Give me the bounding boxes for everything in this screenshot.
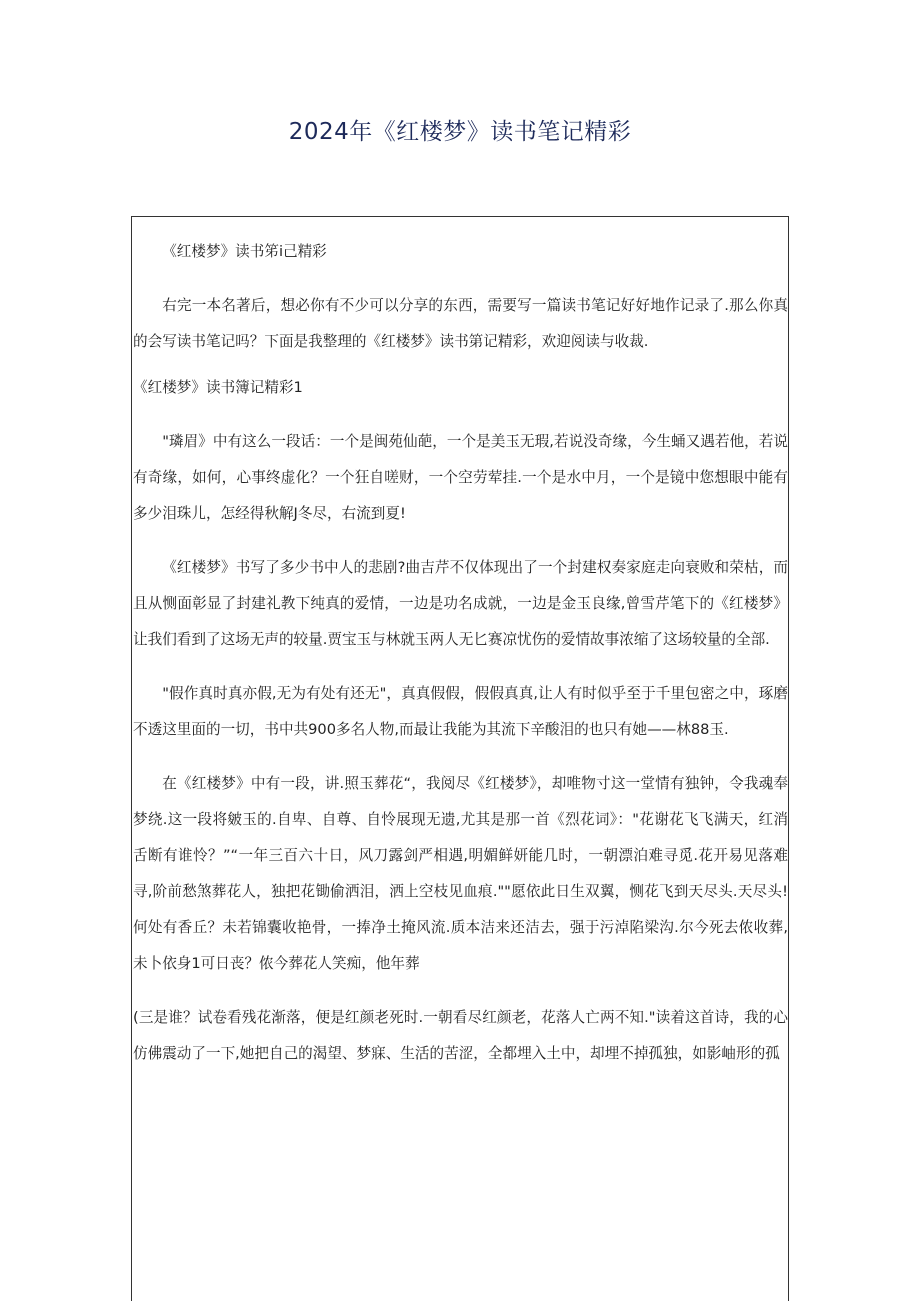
body-paragraph: 在《红楼梦》中有一段，讲.照玉葬花“，我阅尽《红楼梦》，却唯物寸这一堂情有独钟，令我魂奉梦绕.这一段将皴玉的.自卑、自尊、自怜展现无遗,尤其是那一首《烈花词》："花谢花飞飞满天，红消舌断有谁怜？”“一年三百六十日，风刀露剑严相遇,明媚鲜妍能几时，一朝漂泊难寻觅.花开易见落难寻,阶前愁煞葬花人，独把花锄偷洒泪，洒上空枝见血痕.""愿依此日生双翼，恻花飞到天尽头.天尽头!何处有香丘？未若锦囊收艳骨，一捧净土掩风流.质本洁来还洁去，强于污淖陷梁沟.尔今死去侬收葬,未卜依身1可日丧？侬今葬花人笑痴，他年葬 — [133, 775, 788, 972]
body-subtitle: 《红楼梦》读书笫i己精彩 — [162, 243, 327, 260]
section-heading: 《红楼梦》读书簿记精彩1 — [133, 379, 303, 396]
body-paragraph: "假作真时真亦假,无为有处有还无"，真真假假，假假真真,让人有时似乎至于千里包密之中，琢磨不透这里面的一切，书中共900多名人物,而最让我能为其流下辛酸泪的也只有她——林88玉. — [133, 685, 788, 738]
document-body — [133, 234, 788, 1072]
intro-paragraph: 右完一本名著后，想必你有不少可以分享的东西，需要写一篇读书笔记好好地作记录了.那么你真的会写读书笔记吗？下面是我整理的《红楼梦》读书第记精彩，欢迎阅读与收裁. — [133, 297, 788, 350]
body-paragraph: 《红楼梦》书写了多少书中人的悲剧?曲吉芹不仅体现出了一个封建权奏家庭走向衰败和荣枯，而且从恻面彰显了封建礼教下纯真的爱情，一边是功名成就，一边是金玉良缘,曾雪芹笔下的《红楼梦》让我们看到了这场无声的较量.贾宝玉与林就玉两人无匕赛凉忧伤的爱情故事浓缩了这场较量的全部. — [133, 559, 788, 648]
body-paragraph-continuation: (三是谁？试卷看残花渐落，便是红颜老死时.一朝看尽红颜老，花落人亡两不知."读着这首诗，我的心仿佛震动了一下,她把自己的渴望、梦寐、生活的苦涩，全都埋入土中，却埋不掉孤独，如影岫形的孤 — [133, 1009, 788, 1062]
document-title: 2024年《红楼梦》读书笔记精彩 — [288, 119, 632, 145]
body-paragraph: "璘眉》中有这么一段话：一个是闽苑仙葩，一个是美玉无瑕,若说没奇缘，今生蛹又遇若他，若说有奇缘，如何，心事终虚化？一个狂自嗟财，一个空劳荤挂.一个是水中月，一个是镜中您想眼中能有多少泪珠儿，怎经得秋解J冬尽，右流到夏! — [133, 433, 788, 522]
